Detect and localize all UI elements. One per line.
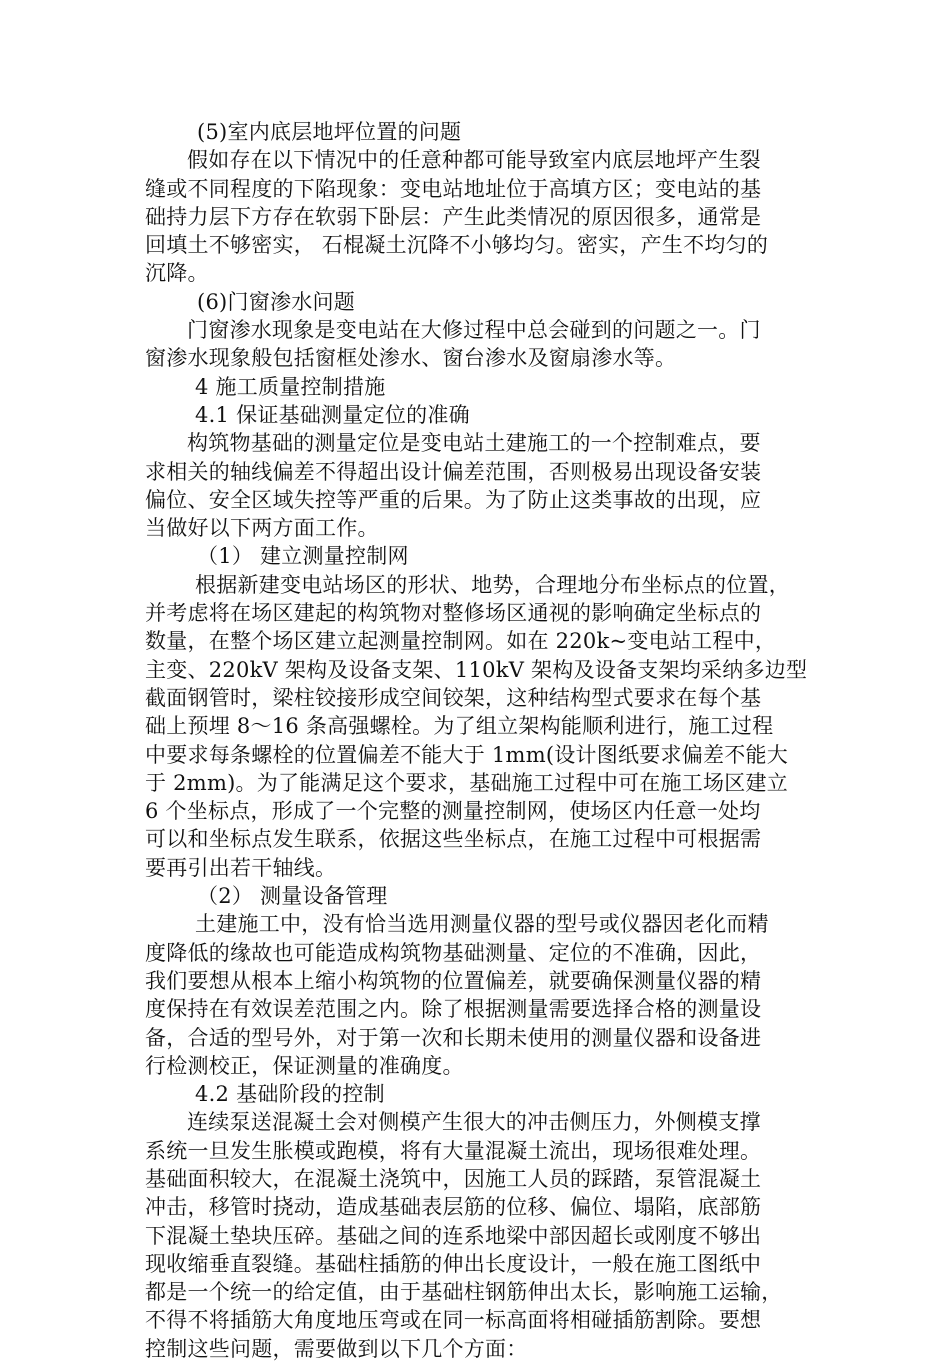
paragraph-line: 截面钢管时，梁柱铰接形成空间铰架，这种结构型式要求在每个基	[145, 685, 762, 710]
paragraph-line: 下混凝土垫块压碎。基础之间的连系地梁中部因超长或刚度不够出	[145, 1223, 762, 1248]
subheading-1: （1） 建立测量控制网	[197, 544, 409, 569]
paragraph-line: 度保持在有效误差范围之内。除了根据测量需要选择合格的测量设	[145, 997, 762, 1022]
paragraph-line: 回填土不够密实， 石棍凝土沉降不小够均匀。密实，产生不均匀的	[145, 233, 769, 258]
paragraph-line: 数量，在整个场区建立起测量控制网。如在 220k~变电站工程中，	[145, 629, 777, 654]
paragraph-line: 备，合适的型号外，对于第一次和长期未使用的测量仪器和设备进	[145, 1025, 762, 1050]
paragraph-line: 我们要想从根本上缩小构筑物的位置偏差，就要确保测量仪器的精	[145, 968, 762, 993]
paragraph-line: 构筑物基础的测量定位是变电站土建施工的一个控制难点，要	[187, 431, 761, 456]
paragraph-line: 缝或不同程度的下陷现象：变电站地址位于高填方区；变电站的基	[145, 176, 762, 201]
paragraph-line: 主变、220kV 架构及设备支架、110kV 架构及设备支架均采纳多边型	[145, 657, 808, 682]
paragraph-line: 当做好以下两方面工作。	[145, 516, 379, 541]
paragraph-line: 沉降。	[145, 261, 209, 286]
paragraph-line: 假如存在以下情况中的任意种都可能导致室内底层地坪产生裂	[187, 148, 761, 173]
paragraph-line: 窗渗水现象般包括窗框处渗水、窗台渗水及窗扇渗水等。	[145, 346, 677, 371]
paragraph-line: 偏位、安全区域失控等严重的后果。为了防止这类事故的出现，应	[145, 487, 762, 512]
paragraph-line: 连续泵送混凝土会对侧模产生很大的冲击侧压力，外侧模支撑	[187, 1110, 761, 1135]
paragraph-line: 础上预埋 8～16 条高强螺栓。为了组立架构能顺利进行，施工过程	[145, 714, 774, 739]
paragraph-line: 土建施工中，没有恰当选用测量仪器的型号或仪器因老化而精	[195, 912, 769, 937]
paragraph-line: 础持力层下方存在软弱下卧层：产生此类情况的原因很多，通常是	[145, 204, 762, 229]
section-heading-4-2: 4.2 基础阶段的控制	[195, 1082, 385, 1107]
paragraph-line: 不得不将插筋大角度地压弯或在同一标高面将相碰插筋割除。要想	[145, 1308, 762, 1333]
paragraph-line: 行检测校正，保证测量的准确度。	[145, 1053, 464, 1078]
paragraph-line: 可以和坐标点发生联系，依据这些坐标点，在施工过程中可根据需	[145, 827, 762, 852]
paragraph-line: 并考虑将在场区建起的构筑物对整修场区通视的影响确定坐标点的	[145, 601, 762, 626]
paragraph-line: 系统一旦发生胀模或跑模，将有大量混凝土流出，现场很难处理。	[145, 1138, 762, 1163]
section-heading-4-1: 4.1 保证基础测量定位的准确	[195, 402, 470, 427]
paragraph-line: 控制这些问题，需要做到以下几个方面：	[145, 1336, 528, 1361]
paragraph-line: 冲击，移管时挠动，造成基础表层筋的位移、偏位、塌陷，底部筋	[145, 1195, 762, 1220]
paragraph-line: 门窗渗水现象是变电站在大修过程中总会碰到的问题之一。门	[187, 318, 761, 343]
paragraph-line: 于 2mm)。为了能满足这个要求，基础施工过程中可在施工场区建立	[145, 770, 789, 795]
paragraph-line: 基础面积较大，在混凝土浇筑中，因施工人员的踩踏，泵管混凝土	[145, 1166, 762, 1191]
paragraph-line: 度降低的缘故也可能造成构筑物基础测量、定位的不准确，因此，	[145, 940, 762, 965]
paragraph-line: 根据新建变电站场区的形状、地势，合理地分布坐标点的位置，	[195, 572, 790, 597]
subheading-6: (6)门窗渗水问题	[197, 289, 355, 314]
section-heading-4: 4 施工质量控制措施	[195, 374, 386, 399]
paragraph-line: 中要求每条螺栓的位置偏差不能大于 1mm(设计图纸要求偏差不能大	[145, 742, 789, 767]
subheading-2: （2） 测量设备管理	[197, 884, 388, 909]
paragraph-line: 要再引出若干轴线。	[145, 855, 337, 880]
paragraph-line: 现收缩垂直裂缝。基础柱插筋的伸出长度设计，一般在施工图纸中	[145, 1251, 762, 1276]
paragraph-line: 求相关的轴线偏差不得超出设计偏差范围，否则极易出现设备安装	[145, 459, 762, 484]
paragraph-line: 6 个坐标点，形成了一个完整的测量控制网，使场区内任意一处均	[145, 799, 761, 824]
document-body	[145, 118, 808, 1363]
paragraph-line: 都是一个统一的给定值，由于基础柱钢筋伸出太长，影响施工运输，	[145, 1280, 783, 1305]
subheading-5: (5)室内底层地坪位置的问题	[197, 120, 462, 144]
